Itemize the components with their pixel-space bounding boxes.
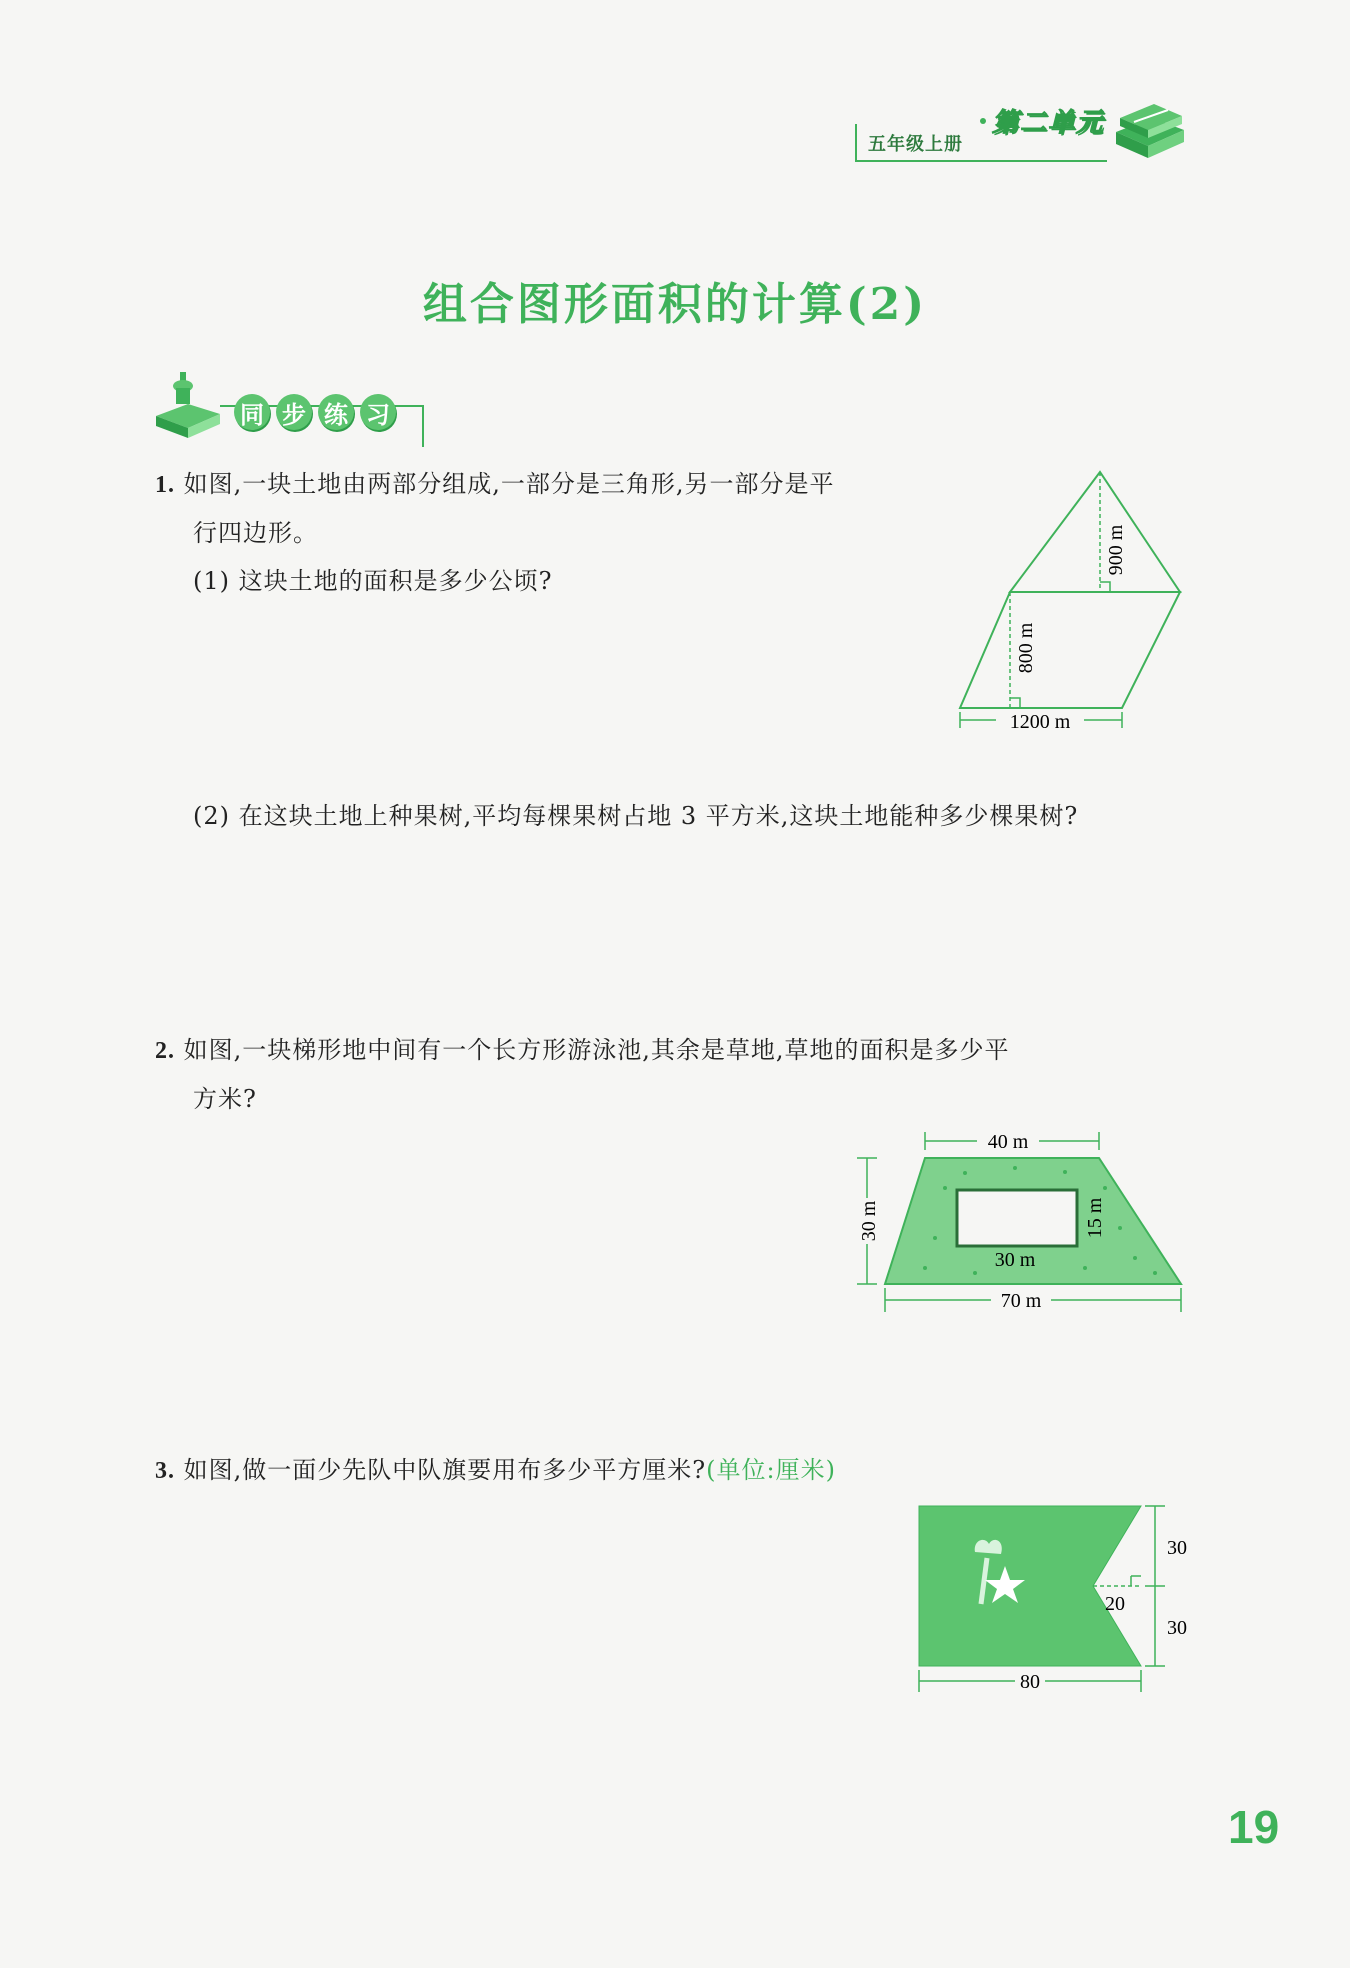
books-stack-icon bbox=[152, 368, 224, 448]
books-icon bbox=[1108, 92, 1188, 164]
label-pool-30m: 30 m bbox=[994, 1249, 1036, 1271]
question-number: 1. bbox=[155, 472, 175, 498]
banner-char: 同 bbox=[234, 394, 270, 430]
subquestion-2: (2) 在这块土地上种果树,平均每棵果树占地 3 平方米,这块土地能种多少棵果树? bbox=[193, 802, 1079, 830]
page-title: 组合图形面积的计算(2) bbox=[422, 279, 928, 330]
page-number: 19 bbox=[1228, 1801, 1280, 1853]
unit-dot bbox=[980, 118, 986, 124]
label-800m: 800 m bbox=[1015, 622, 1037, 674]
unit-note: (单位:厘米) bbox=[706, 1456, 836, 1484]
section-banner bbox=[234, 394, 396, 430]
label-40m: 40 m bbox=[987, 1131, 1029, 1153]
figure-1-land bbox=[950, 460, 1190, 740]
banner-char: 练 bbox=[318, 394, 354, 430]
label-30-top: 30 bbox=[1167, 1537, 1187, 1559]
figure-3-flag bbox=[915, 1500, 1195, 1700]
question-number: 2. bbox=[155, 1038, 175, 1064]
question-text-cont: 行四边形。 bbox=[193, 519, 318, 547]
question-text: 如图,做一面少先队中队旗要用布多少平方厘米? bbox=[183, 1456, 707, 1484]
label-30m-height: 30 m bbox=[858, 1200, 880, 1242]
question-2 bbox=[155, 1026, 1205, 1123]
label-80: 80 bbox=[1020, 1671, 1040, 1693]
label-20: 20 bbox=[1105, 1593, 1125, 1615]
subquestion-1: (1) 这块土地的面积是多少公顷? bbox=[193, 567, 553, 595]
label-1200m: 1200 m bbox=[1009, 711, 1071, 733]
label-pool-15m: 15 m bbox=[1084, 1197, 1106, 1239]
question-number: 3. bbox=[155, 1458, 175, 1484]
label-30-bottom: 30 bbox=[1167, 1617, 1187, 1639]
banner-char: 习 bbox=[360, 394, 396, 430]
question-text: 如图,一块土地由两部分组成,一部分是三角形,另一部分是平 bbox=[183, 470, 835, 498]
question-1 bbox=[155, 460, 955, 605]
question-text: 如图,一块梯形地中间有一个长方形游泳池,其余是草地,草地的面积是多少平 bbox=[183, 1036, 1010, 1064]
figure-2-trapezoid bbox=[855, 1128, 1195, 1318]
label-900m: 900 m bbox=[1105, 524, 1127, 576]
question-3 bbox=[155, 1446, 1155, 1495]
banner-char: 步 bbox=[276, 394, 312, 430]
grade-label: 五年级上册 bbox=[868, 134, 963, 155]
question-text-cont: 方米? bbox=[193, 1085, 257, 1113]
label-70m: 70 m bbox=[1000, 1290, 1042, 1312]
unit-label: 第二单元 bbox=[992, 108, 1105, 138]
